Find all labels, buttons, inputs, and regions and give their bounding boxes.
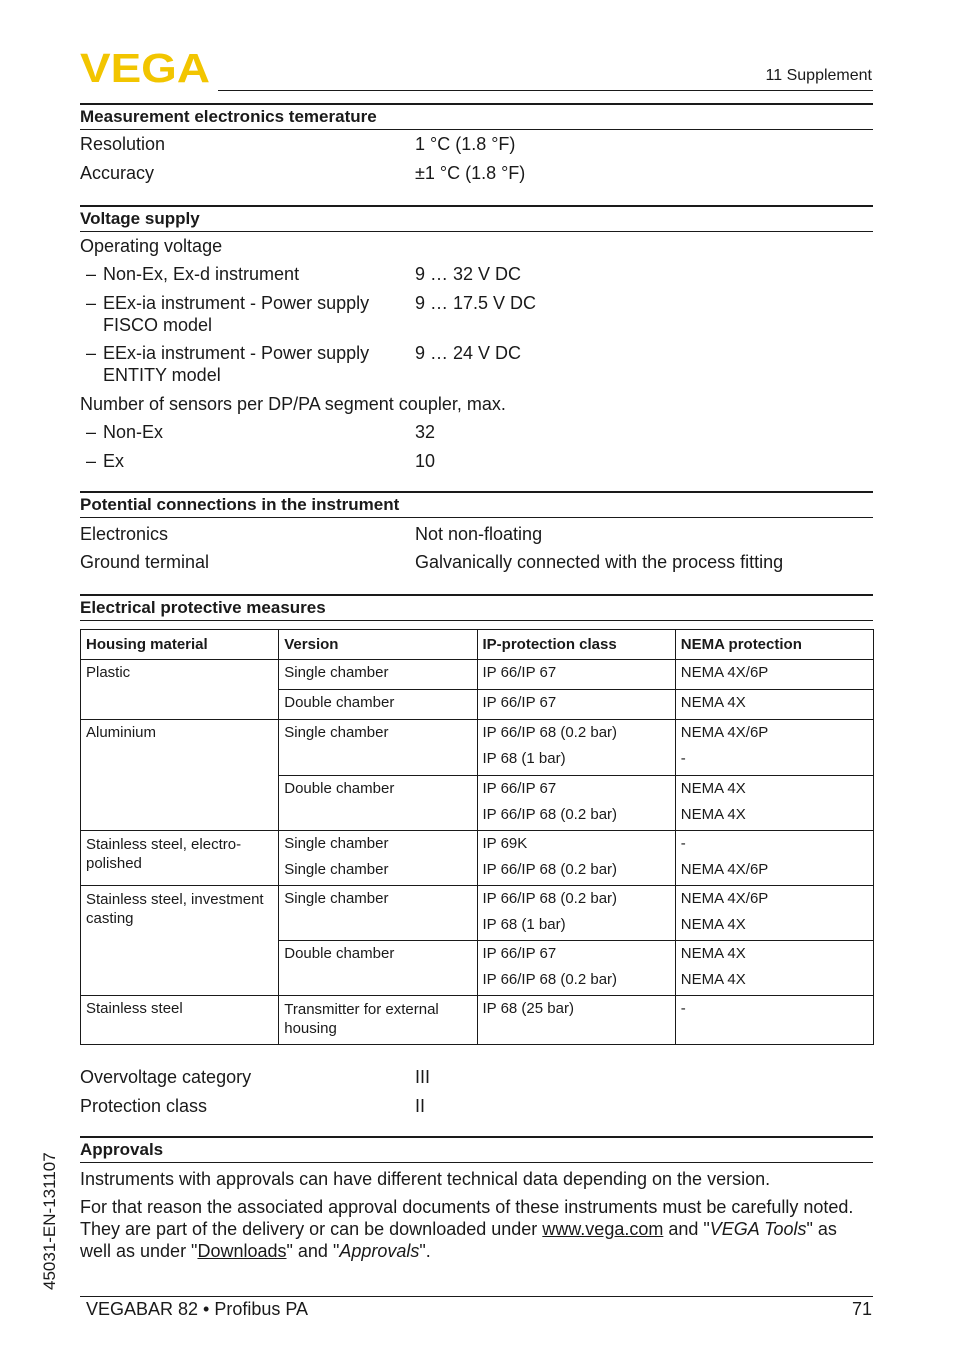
ground-terminal-label: Ground terminal — [80, 552, 210, 572]
voltage-value-non-ex: 9 … 32 V DC — [415, 264, 522, 284]
ip-cell: IP 69K IP 66/IP 68 (0.2 bar) — [477, 831, 675, 886]
footer-rule — [80, 1296, 873, 1297]
version-cell: Double chamber — [279, 941, 477, 996]
page-number: 71 — [851, 1299, 872, 1319]
accuracy-value: ±1 °C (1.8 °F) — [415, 163, 526, 183]
housing-cell: Stainless steel, electro-polished — [81, 831, 279, 886]
svg-text:VEGA: VEGA — [80, 50, 210, 84]
nema-cell: - — [675, 996, 873, 1045]
ip-cell: IP 66/IP 67 IP 66/IP 68 (0.2 bar) — [477, 776, 675, 831]
resolution-value: 1 °C (1.8 °F) — [415, 134, 516, 154]
header-rule — [218, 90, 873, 91]
section-title-potential: Potential connections in the instrument — [80, 491, 873, 518]
col-header-housing: Housing material — [81, 630, 279, 660]
nema-cell: NEMA 4X/6P - — [675, 720, 873, 776]
voltage-value-fisco: 9 … 17.5 V DC — [415, 293, 537, 313]
housing-cell: Aluminium — [81, 720, 279, 831]
version-cell: Double chamber — [279, 690, 477, 720]
ip-cell: IP 66/IP 68 (0.2 bar) IP 68 (1 bar) — [477, 886, 675, 941]
section-title-voltage: Voltage supply — [80, 205, 873, 232]
ip-cell: IP 66/IP 67 — [477, 660, 675, 690]
footer-product: VEGABAR 82 • Profibus PA — [86, 1299, 309, 1319]
sensors-value-ex: 10 — [415, 451, 436, 471]
voltage-item-fisco: – EEx-ia instrument - Power supply FISCO model — [86, 293, 370, 335]
sensors-label: Number of sensors per DP/PA segment coupler, max. — [80, 394, 506, 414]
ground-terminal-value: Galvanically connected with the process fitting — [415, 552, 784, 572]
nema-cell: NEMA 4X NEMA 4X — [675, 941, 873, 996]
col-header-version: Version — [279, 630, 477, 660]
vega-logo — [80, 50, 212, 84]
table-row — [81, 831, 874, 886]
table-row — [81, 720, 874, 776]
nema-cell: - NEMA 4X/6P — [675, 831, 873, 886]
sensors-item-non-ex: – Non-Ex — [86, 422, 164, 442]
version-cell: Single chamber — [279, 886, 477, 941]
accuracy-label: Accuracy — [80, 163, 155, 183]
housing-cell: Plastic — [81, 660, 279, 720]
version-cell: Transmitter for external housing — [279, 996, 477, 1045]
ip-cell: IP 66/IP 67 IP 66/IP 68 (0.2 bar) — [477, 941, 675, 996]
section-title-protective: Electrical protective measures — [80, 594, 873, 621]
downloads-link[interactable]: Downloads — [197, 1241, 287, 1261]
table-row — [81, 886, 874, 941]
electronics-value: Not non-floating — [415, 524, 543, 544]
operating-voltage-label: Operating voltage — [80, 236, 223, 256]
version-cell: Single chamber — [279, 720, 477, 776]
overvoltage-label: Overvoltage category — [80, 1067, 252, 1087]
protection-class-label: Protection class — [80, 1096, 208, 1116]
col-header-ip: IP-protection class — [477, 630, 675, 660]
sensors-value-non-ex: 32 — [415, 422, 436, 442]
version-cell: Single chamber — [279, 660, 477, 690]
ip-cell: IP 68 (25 bar) — [477, 996, 675, 1045]
table-row — [81, 996, 874, 1045]
nema-cell: NEMA 4X NEMA 4X — [675, 776, 873, 831]
protection-class-value: II — [415, 1096, 426, 1116]
housing-cell: Stainless steel — [81, 996, 279, 1045]
section-header: 11 Supplement — [765, 67, 872, 84]
approvals-paragraph-2: For that reason the associated approval documents of these instruments must be carefully noted. They are part of the delivery or can be downloaded under www.vega.com and "VEGA Tools" as well as under "Downloads" and "Approvals". — [80, 1197, 854, 1261]
electronics-label: Electronics — [80, 524, 169, 544]
section-title-temperature: Measurement electronics temerature — [80, 103, 873, 130]
nema-cell: NEMA 4X/6P — [675, 660, 873, 690]
sensors-item-ex: – Ex — [86, 451, 125, 471]
resolution-label: Resolution — [80, 134, 166, 154]
ip-cell: IP 66/IP 68 (0.2 bar) IP 68 (1 bar) — [477, 720, 675, 776]
voltage-item-entity: – EEx-ia instrument - Power supply ENTITY model — [86, 343, 370, 385]
overvoltage-value: III — [415, 1067, 431, 1087]
document-code: 45031-EN-131107 — [40, 1152, 59, 1290]
nema-cell: NEMA 4X — [675, 690, 873, 720]
ip-cell: IP 66/IP 67 — [477, 690, 675, 720]
nema-cell: NEMA 4X/6P NEMA 4X — [675, 886, 873, 941]
vega-website-link[interactable]: www.vega.com — [542, 1219, 664, 1239]
table-header-row — [81, 630, 874, 660]
version-cell: Single chamber Single chamber — [279, 831, 477, 886]
protection-table — [80, 629, 874, 1045]
approvals-paragraph-1: Instruments with approvals can have different technical data depending on the version. — [80, 1169, 771, 1189]
voltage-value-entity: 9 … 24 V DC — [415, 343, 522, 363]
section-title-approvals: Approvals — [80, 1136, 873, 1163]
table-row — [81, 660, 874, 690]
col-header-nema: NEMA protection — [675, 630, 873, 660]
housing-cell: Stainless steel, investment casting — [81, 886, 279, 996]
voltage-item-non-ex: – Non-Ex, Ex-d instrument — [86, 264, 300, 284]
version-cell: Double chamber — [279, 776, 477, 831]
